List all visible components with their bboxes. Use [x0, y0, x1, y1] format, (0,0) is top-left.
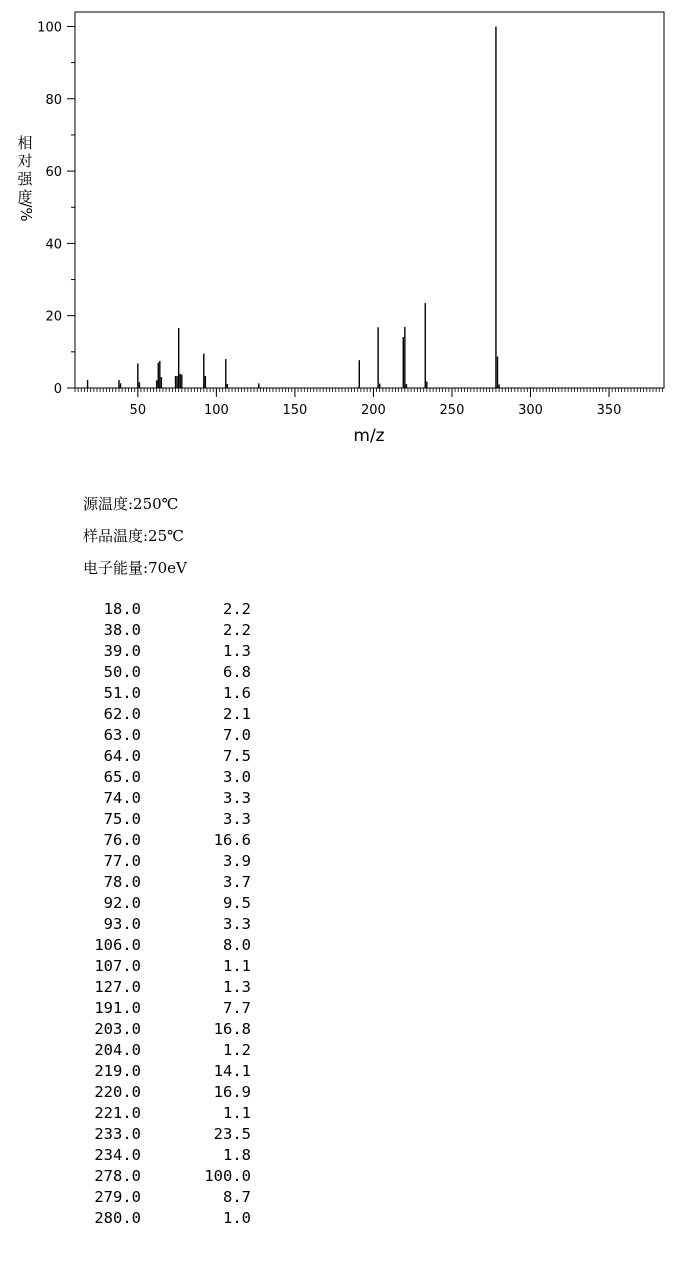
- peak-intensity: 1.6: [223, 684, 251, 702]
- peak-row: [70, 956, 251, 977]
- peak-intensity: 3.9: [223, 852, 251, 870]
- peak-row: [70, 788, 251, 809]
- peak-intensity: 16.8: [213, 1020, 251, 1038]
- peak-intensity: 7.7: [223, 999, 251, 1017]
- y-axis-label-char-1: 相: [17, 134, 33, 152]
- peak-mz: 127.0: [94, 978, 141, 996]
- electron-energy: 电子能量:70eV: [83, 559, 187, 577]
- mass-spectrum-chart: [0, 0, 687, 460]
- y-axis-label-char-4: 度: [17, 188, 33, 206]
- peak-intensity: 3.0: [223, 768, 251, 786]
- peak-intensity: 1.1: [223, 1104, 251, 1122]
- peak-row: [70, 1187, 251, 1208]
- x-tick-label: 100: [203, 403, 229, 418]
- peak-mz: 63.0: [103, 726, 141, 744]
- peak-intensity: 2.1: [223, 705, 251, 723]
- peak-row: [70, 1145, 251, 1166]
- peak-intensity: 9.5: [223, 894, 251, 912]
- peak-intensity: 2.2: [223, 621, 251, 639]
- peak-mz: 50.0: [103, 663, 141, 681]
- x-tick-label: 200: [361, 403, 386, 418]
- x-tick-label: 350: [596, 403, 622, 418]
- peak-row: [70, 1019, 251, 1040]
- peak-intensity: 16.6: [213, 831, 251, 849]
- peak-intensity: 1.3: [223, 642, 251, 660]
- peak-intensity: 23.5: [213, 1125, 251, 1143]
- peak-row: [70, 725, 251, 746]
- peak-mz: 219.0: [94, 1062, 141, 1080]
- peak-intensity: 1.8: [223, 1146, 251, 1164]
- x-tick-label: 150: [282, 403, 308, 418]
- peak-mz: 77.0: [103, 852, 141, 870]
- x-tick-label: 50: [129, 403, 147, 418]
- peak-row: [70, 935, 251, 956]
- peak-bars: [88, 26, 500, 388]
- y-tick-label: 60: [45, 165, 62, 181]
- peak-mz: 106.0: [94, 936, 141, 954]
- peak-intensity: 7.0: [223, 726, 251, 744]
- peak-row: [70, 704, 251, 725]
- y-axis-label-char-5: /%: [17, 202, 35, 222]
- peak-row: [70, 1103, 251, 1124]
- peak-row: [70, 998, 251, 1019]
- peak-intensity: 3.3: [223, 789, 251, 807]
- peak-intensity: 3.7: [223, 873, 251, 891]
- peak-mz: 18.0: [103, 600, 141, 618]
- peak-intensity: 8.7: [223, 1188, 251, 1206]
- y-tick-label: 0: [53, 382, 62, 397]
- x-tick-label: 300: [518, 403, 543, 418]
- peak-mz: 76.0: [103, 831, 141, 849]
- peak-intensity: 2.2: [223, 600, 251, 618]
- acquisition-conditions: [83, 492, 187, 588]
- peak-row: [70, 683, 251, 704]
- peak-mz: 278.0: [94, 1167, 141, 1185]
- peak-row: [70, 1166, 251, 1187]
- peak-mz: 78.0: [103, 873, 141, 891]
- peak-mz: 280.0: [94, 1209, 141, 1227]
- peak-mz: 233.0: [94, 1125, 141, 1143]
- peak-row: [70, 1082, 251, 1103]
- peak-mz: 51.0: [103, 684, 141, 702]
- peak-row: [70, 977, 251, 998]
- peak-intensity: 6.8: [223, 663, 251, 681]
- peak-row: [70, 620, 251, 641]
- peak-mz: 203.0: [94, 1020, 141, 1038]
- peak-mz: 74.0: [103, 789, 141, 807]
- plot-frame: [75, 12, 664, 388]
- y-tick-label: 40: [45, 237, 62, 253]
- y-tick-label: 80: [45, 92, 62, 108]
- x-axis-label: m/z: [353, 426, 385, 446]
- peak-row: [70, 809, 251, 830]
- peak-intensity: 3.3: [223, 915, 251, 933]
- y-tick-label: 20: [45, 309, 62, 325]
- y-axis-label-char-3: 强: [17, 170, 33, 188]
- peak-mz: 93.0: [103, 915, 141, 933]
- peak-row: [70, 767, 251, 788]
- peak-intensity: 1.1: [223, 957, 251, 975]
- peak-row: [70, 872, 251, 893]
- y-tick-label: 100: [37, 20, 62, 36]
- peak-intensity: 1.0: [223, 1209, 251, 1227]
- peak-row: [70, 746, 251, 767]
- x-minor-ticks: [75, 388, 662, 392]
- source-temperature: 源温度:250℃: [83, 495, 179, 513]
- peak-row: [70, 662, 251, 683]
- peak-mz: 234.0: [94, 1146, 141, 1164]
- peak-row: [70, 830, 251, 851]
- peak-row: [70, 1040, 251, 1061]
- peak-mz: 92.0: [103, 894, 141, 912]
- x-major-ticks: [130, 388, 622, 418]
- peak-intensity: 8.0: [223, 936, 251, 954]
- peak-mz: 62.0: [103, 705, 141, 723]
- peak-intensity: 100.0: [204, 1167, 251, 1185]
- peak-mz: 64.0: [103, 747, 141, 765]
- peak-row: [70, 1061, 251, 1082]
- y-axis-label: [17, 134, 35, 222]
- peak-mz: 191.0: [94, 999, 141, 1017]
- peak-mz: 65.0: [103, 768, 141, 786]
- peak-intensity: 7.5: [223, 747, 251, 765]
- peak-list-table: [70, 599, 251, 1229]
- peak-row: [70, 914, 251, 935]
- peak-row: [70, 851, 251, 872]
- peak-mz: 279.0: [94, 1188, 141, 1206]
- y-axis-ticks: [37, 20, 75, 397]
- peak-mz: 38.0: [103, 621, 141, 639]
- peak-mz: 221.0: [94, 1104, 141, 1122]
- peak-intensity: 16.9: [213, 1083, 251, 1101]
- peak-row: [70, 1208, 251, 1229]
- peak-row: [70, 893, 251, 914]
- peak-row: [70, 1124, 251, 1145]
- x-tick-label: 250: [439, 403, 465, 418]
- peak-intensity: 14.1: [213, 1062, 251, 1080]
- peak-mz: 39.0: [103, 642, 141, 660]
- peak-mz: 204.0: [94, 1041, 141, 1059]
- peak-mz: 220.0: [94, 1083, 141, 1101]
- peak-intensity: 1.2: [223, 1041, 251, 1059]
- peak-mz: 107.0: [94, 957, 141, 975]
- peak-row: [70, 641, 251, 662]
- peak-intensity: 3.3: [223, 810, 251, 828]
- peak-intensity: 1.3: [223, 978, 251, 996]
- sample-temperature: 样品温度:25℃: [83, 527, 184, 545]
- peak-mz: 75.0: [103, 810, 141, 828]
- peak-row: [70, 599, 251, 620]
- y-axis-label-char-2: 对: [17, 152, 33, 170]
